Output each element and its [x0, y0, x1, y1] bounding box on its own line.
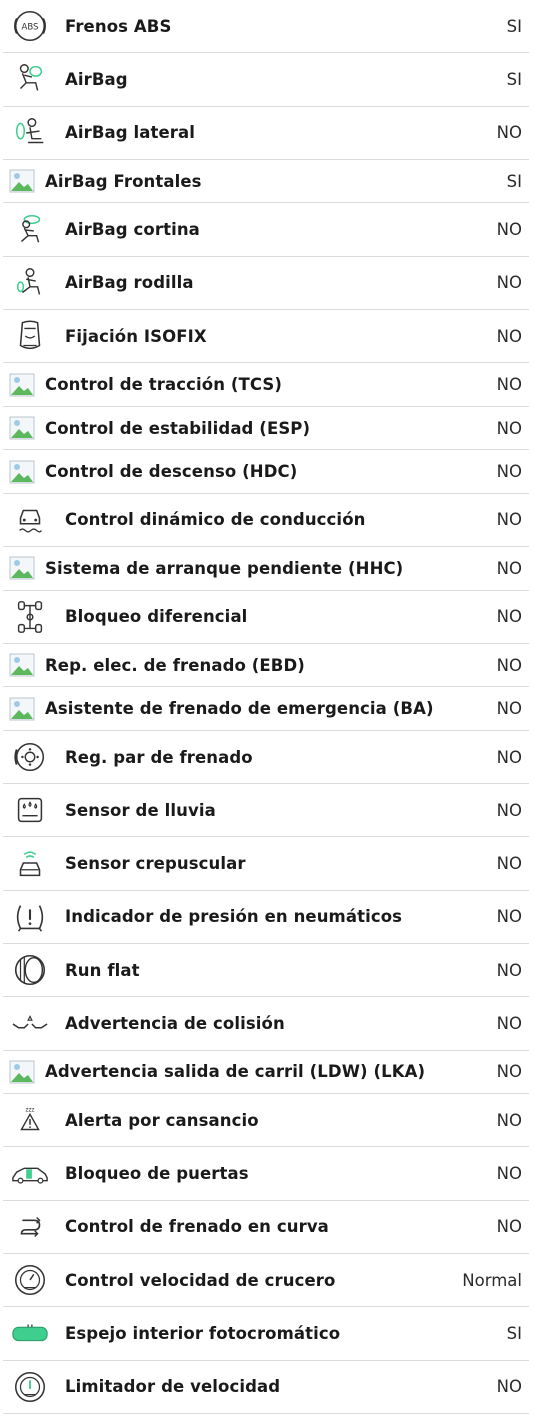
item-label: Fijación ISOFIX [65, 326, 207, 346]
item-value: NO [496, 607, 522, 627]
speed-limiter-icon [9, 1366, 51, 1408]
item-value: NO [496, 1217, 522, 1237]
item-value: NO [496, 1014, 522, 1033]
item-label: Run flat [65, 960, 140, 980]
item-label: Asistente de frenado de emergencia (BA) [45, 699, 434, 719]
item-value: NO [496, 510, 522, 530]
item-value: SI [506, 16, 522, 36]
item-value: NO [496, 220, 522, 240]
item-value: NO [496, 418, 522, 438]
item-label: Indicador de presión en neumáticos [65, 907, 403, 927]
item-label: Sensor de lluvia [65, 800, 216, 820]
item-value: NO [496, 907, 522, 927]
broken-image-icon [9, 460, 35, 484]
broken-image-icon [9, 653, 35, 677]
collision-icon [9, 1003, 51, 1045]
list-item [3, 407, 529, 451]
broken-image-icon [9, 697, 35, 721]
list-item [3, 591, 529, 644]
item-label: Advertencia de colisión [65, 1014, 285, 1033]
differential-icon [9, 596, 51, 638]
item-label: Control de frenado en curva [65, 1217, 329, 1237]
item-value: NO [496, 800, 522, 820]
list-item [3, 450, 529, 494]
item-value: NO [496, 123, 522, 143]
item-value: NO [496, 655, 522, 675]
list-item [3, 644, 529, 688]
svg-text:zzz: zzz [25, 1107, 35, 1114]
list-item [3, 687, 529, 731]
item-label: Control de descenso (HDC) [45, 462, 298, 482]
item-value: SI [506, 171, 522, 191]
item-label: AirBag [65, 69, 128, 89]
item-label: Espejo interior fotocromático [65, 1323, 341, 1343]
item-label: Frenos ABS [65, 16, 172, 36]
broken-image-icon [9, 416, 35, 440]
rain-sensor-icon [9, 789, 51, 831]
item-label: AirBag cortina [65, 220, 200, 240]
list-item [3, 363, 529, 407]
list-item [3, 1361, 529, 1414]
list-item [3, 257, 529, 310]
car-skid-icon [9, 499, 51, 541]
list-item [3, 1254, 529, 1307]
list-item [3, 731, 529, 784]
item-value: SI [506, 1323, 522, 1343]
item-label: Rep. elec. de frenado (EBD) [45, 655, 305, 675]
list-item [3, 1051, 529, 1095]
item-value: Normal [462, 1270, 522, 1290]
item-label: Bloqueo de puertas [65, 1164, 249, 1184]
item-value: SI [506, 69, 522, 89]
curve-brake-icon [9, 1206, 51, 1248]
side-airbag-icon [9, 112, 51, 154]
item-value: NO [496, 747, 522, 767]
list-item [3, 1147, 529, 1200]
item-value: NO [496, 375, 522, 395]
item-value: NO [496, 273, 522, 293]
svg-text:ABS: ABS [21, 22, 39, 33]
light-sensor-icon [9, 843, 51, 885]
item-value: NO [496, 1062, 522, 1082]
item-label: Sistema de arranque pendiente (HHC) [45, 558, 404, 578]
list-item [3, 310, 529, 363]
knee-airbag-icon [9, 262, 51, 304]
item-label: Limitador de velocidad [65, 1377, 281, 1397]
list-item [3, 1201, 529, 1254]
list-item [3, 1307, 529, 1360]
item-value: NO [496, 1164, 522, 1184]
item-label: Bloqueo diferencial [65, 607, 248, 627]
fatigue-warning-icon [9, 1099, 51, 1141]
item-value: NO [496, 326, 522, 346]
list-item [3, 837, 529, 890]
tire-pressure-icon [9, 896, 51, 938]
item-label: AirBag lateral [65, 123, 196, 143]
list-item [3, 891, 529, 944]
item-value: NO [496, 1377, 522, 1397]
item-value: NO [496, 699, 522, 719]
item-label: Control de tracción (TCS) [45, 375, 283, 395]
list-item [3, 547, 529, 591]
tire-icon [9, 949, 51, 991]
broken-image-icon [9, 1060, 35, 1084]
item-value: NO [496, 558, 522, 578]
child-seat-icon [9, 315, 51, 357]
curtain-airbag-icon [9, 209, 51, 251]
list-item [3, 1094, 529, 1147]
door-lock-icon [9, 1153, 51, 1195]
broken-image-icon [9, 373, 35, 397]
item-label: Control velocidad de crucero [65, 1270, 336, 1290]
list-item [3, 107, 529, 160]
equipment-list [3, 0, 529, 1414]
item-label: Advertencia salida de carril (LDW) (LKA) [45, 1062, 426, 1082]
item-label: Control de estabilidad (ESP) [45, 418, 311, 438]
abs-icon [9, 5, 51, 47]
item-value: NO [496, 1110, 522, 1130]
list-item [3, 160, 529, 204]
item-value: NO [496, 854, 522, 874]
mirror-icon [9, 1312, 51, 1354]
list-item [3, 0, 529, 53]
broken-image-icon [9, 169, 35, 193]
item-label: Reg. par de frenado [65, 747, 253, 767]
broken-image-icon [9, 556, 35, 580]
list-item [3, 203, 529, 256]
brake-disc-icon [9, 736, 51, 778]
list-item [3, 494, 529, 547]
item-label: Alerta por cansancio [65, 1110, 259, 1130]
cruise-control-icon [9, 1259, 51, 1301]
list-item [3, 997, 529, 1050]
item-label: Sensor crepuscular [65, 854, 246, 874]
item-label: AirBag rodilla [65, 273, 194, 293]
item-value: NO [496, 960, 522, 980]
list-item [3, 784, 529, 837]
list-item [3, 53, 529, 106]
list-item [3, 944, 529, 997]
item-label: AirBag Frontales [45, 171, 202, 191]
item-value: NO [496, 462, 522, 482]
airbag-icon [9, 58, 51, 100]
item-label: Control dinámico de conducción [65, 510, 366, 530]
